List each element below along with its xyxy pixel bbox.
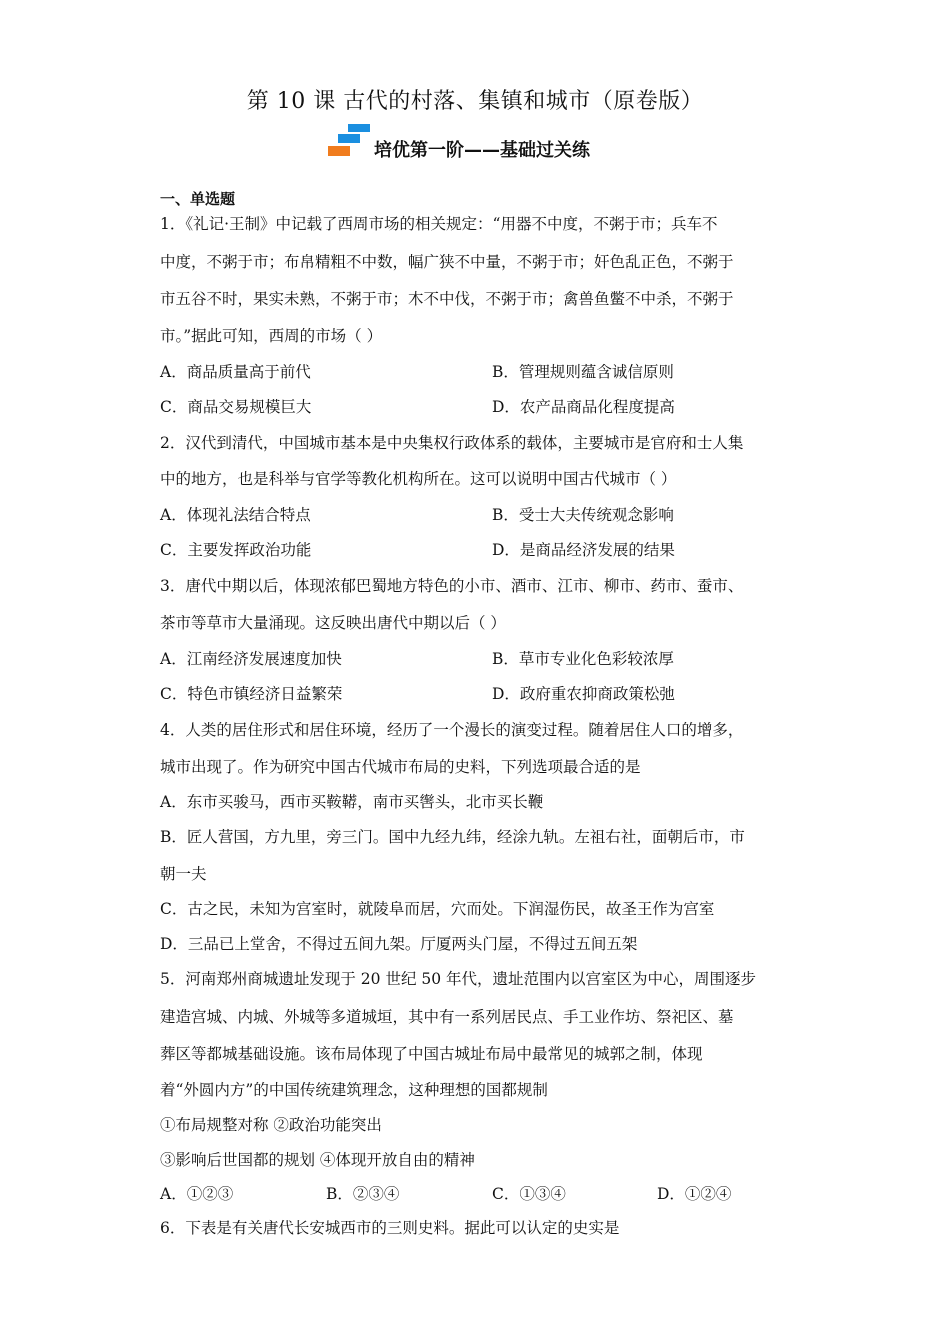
question-4-option-b-cont[interactable]: 朝一夫 [160, 865, 207, 883]
question-1-option-c[interactable]: C．商品交易规模巨大 [160, 398, 312, 416]
question-2-option-a[interactable]: A．体现礼法结合特点 [160, 506, 311, 524]
question-5-option-a[interactable]: A．①②③ [160, 1185, 234, 1203]
question-4-option-b[interactable]: B．匠人营国，方九里，旁三门。国中九经九纬，经涂九轨。左祖右社，面朝后市，市 [160, 828, 745, 846]
question-2-line: 中的地方，也是科举与官学等教化机构所在。这可以说明中国古代城市（ ） [160, 470, 677, 488]
question-3-option-b[interactable]: B．草市专业化色彩较浓厚 [492, 650, 674, 668]
question-5-option-c[interactable]: C．①③④ [492, 1185, 566, 1203]
question-4-line: 4．人类的居住形式和居住环境，经历了一个漫长的演变过程。随着居住人口的增多， [160, 721, 744, 739]
question-5-line: 葬区等都城基础设施。该布局体现了中国古城址布局中最常见的城郭之制，体现 [160, 1045, 703, 1063]
question-1-option-d[interactable]: D．农产品商品化程度提高 [492, 398, 675, 416]
question-2-line: 2．汉代到清代，中国城市基本是中央集权行政体系的载体，主要城市是官府和士人集 [160, 434, 744, 452]
question-3-line: 3．唐代中期以后，体现浓郁巴蜀地方特色的小市、酒市、江市、柳市、药市、蚕市、 [160, 577, 744, 595]
question-3-line: 茶市等草市大量涌现。这反映出唐代中期以后（ ） [160, 614, 506, 632]
banner-title: 培优第一阶——基础过关练 [374, 140, 590, 161]
question-5-line: 建造宫城、内城、外城等多道城垣，其中有一系列居民点、手工业作坊、祭祀区、墓 [160, 1008, 734, 1026]
question-3-option-a[interactable]: A．江南经济发展速度加快 [160, 650, 342, 668]
question-1-line: 市五谷不时，果实未熟，不粥于市；木不中伐，不粥于市；禽兽鱼鳖不中杀，不粥于 [160, 290, 734, 308]
question-5-line: 5．河南郑州商城遗址发现于 20 世纪 50 年代，遗址范围内以宫室区为中心，周围逐步 [160, 970, 757, 988]
question-4-option-c[interactable]: C．古之民，未知为宫室时，就陵阜而居，穴而处。下润湿伤民，故圣王作为宫室 [160, 900, 715, 918]
question-1-line: 市。”据此可知，西周的市场（ ） [160, 327, 383, 345]
question-5-statement: ③影响后世国都的规划 ④体现开放自由的精神 [160, 1151, 475, 1169]
question-3-option-c[interactable]: C．特色市镇经济日益繁荣 [160, 685, 343, 703]
question-3-option-d[interactable]: D．政府重农抑商政策松弛 [492, 685, 675, 703]
question-2-option-d[interactable]: D．是商品经济发展的结果 [492, 541, 675, 559]
question-5-line: 着“外圆内方”的中国传统建筑理念，这种理想的国都规制 [160, 1081, 548, 1099]
question-5-statement: ①布局规整对称 ②政治功能突出 [160, 1116, 382, 1134]
question-5-option-d[interactable]: D．①②④ [657, 1185, 732, 1203]
question-2-option-c[interactable]: C．主要发挥政治功能 [160, 541, 312, 559]
question-2-option-b[interactable]: B．受士大夫传统观念影响 [492, 506, 674, 524]
question-4-option-d[interactable]: D．三品已上堂舍，不得过五间九架。厅厦两头门屋，不得过五间五架 [160, 935, 638, 953]
section-heading: 一、单选题 [160, 190, 236, 208]
question-1-option-b[interactable]: B．管理规则蕴含诚信原则 [492, 363, 674, 381]
stair-blocks-icon [328, 124, 372, 158]
question-4-option-a[interactable]: A．东市买骏马，西市买鞍鞯，南市买辔头，北市买长鞭 [160, 793, 544, 811]
page-title: 第 10 课 古代的村落、集镇和城市（原卷版） [246, 89, 704, 114]
question-1-option-a[interactable]: A．商品质量高于前代 [160, 363, 311, 381]
question-5-option-b[interactable]: B．②③④ [326, 1185, 400, 1203]
question-6-line: 6．下表是有关唐代长安城西市的三则史料。据此可以认定的史实是 [160, 1219, 620, 1237]
question-1-line: 1．《礼记·王制》中记载了西周市场的相关规定：“用器不中度，不粥于市；兵车不 [160, 215, 718, 233]
question-1-line: 中度，不粥于市；布帛精粗不中数，幅广狭不中量，不粥于市；奸色乱正色，不粥于 [160, 253, 734, 271]
question-4-line: 城市出现了。作为研究中国古代城市布局的史料，下列选项最合适的是 [160, 758, 641, 776]
